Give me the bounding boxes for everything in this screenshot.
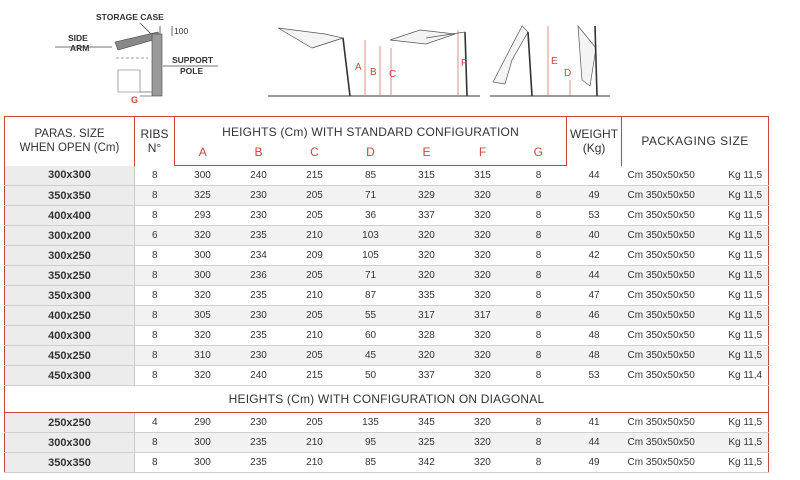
cell-height-c: 205	[287, 266, 343, 286]
cell-size: 450x250	[5, 346, 135, 366]
cell-height-a: 300	[175, 166, 231, 186]
cell-size: 300x300	[5, 433, 135, 453]
cell-ribs: 8	[135, 266, 175, 286]
cell-packaging-size: Cm 350x50x50	[627, 230, 695, 241]
cell-height-b: 236	[231, 266, 287, 286]
cell-packaging-size: Cm 350x50x50	[627, 190, 695, 201]
cell-height-c: 210	[287, 226, 343, 246]
cell-height-d: 135	[343, 413, 399, 433]
cell-packaging	[622, 346, 769, 366]
cell-height-g: 8	[511, 326, 567, 346]
header-weight-line1: WEIGHT	[570, 127, 619, 142]
cell-size: 300x200	[5, 226, 135, 246]
storage-case-diagram	[55, 12, 218, 105]
table-row	[5, 413, 769, 433]
cell-height-g: 8	[511, 206, 567, 226]
cell-ribs: 8	[135, 433, 175, 453]
cell-height-e: 328	[399, 326, 455, 346]
cell-packaging-size: Cm 350x50x50	[627, 250, 695, 261]
cell-height-b: 230	[231, 206, 287, 226]
cell-height-a: 293	[175, 206, 231, 226]
table-row	[5, 246, 769, 266]
cell-packaging-size: Cm 350x50x50	[627, 330, 695, 341]
cell-weight: 53	[567, 206, 622, 226]
cell-height-e: 325	[399, 433, 455, 453]
label-b: B	[370, 67, 377, 78]
table-row	[5, 346, 769, 366]
cell-packaging-weight: Kg 11,5	[728, 330, 763, 341]
cell-packaging-size: Cm 350x50x50	[627, 270, 695, 281]
label-e: E	[551, 56, 558, 67]
cell-height-g: 8	[511, 306, 567, 326]
cell-height-f: 315	[455, 166, 511, 186]
table-header	[5, 117, 769, 166]
cell-height-c: 210	[287, 433, 343, 453]
cell-packaging	[622, 266, 769, 286]
cell-height-f: 320	[455, 366, 511, 386]
cell-height-g: 8	[511, 226, 567, 246]
cell-height-g: 8	[511, 413, 567, 433]
cell-height-c: 209	[287, 246, 343, 266]
cell-height-c: 205	[287, 306, 343, 326]
header-letter-b: B	[231, 139, 287, 166]
cell-height-b: 235	[231, 326, 287, 346]
cell-height-d: 71	[343, 186, 399, 206]
cell-packaging	[622, 413, 769, 433]
header-letter-c: C	[287, 139, 343, 166]
cell-height-c: 215	[287, 166, 343, 186]
cell-height-d: 71	[343, 266, 399, 286]
table-row	[5, 306, 769, 326]
cell-size: 400x250	[5, 306, 135, 326]
cell-height-f: 320	[455, 266, 511, 286]
cell-ribs: 4	[135, 413, 175, 433]
cell-packaging-weight: Kg 11,5	[728, 310, 763, 321]
cell-packaging	[622, 286, 769, 306]
cell-height-g: 8	[511, 186, 567, 206]
cell-height-g: 8	[511, 433, 567, 453]
cell-height-e: 345	[399, 413, 455, 433]
cell-height-d: 105	[343, 246, 399, 266]
cell-height-d: 95	[343, 433, 399, 453]
cell-height-f: 320	[455, 226, 511, 246]
cell-height-a: 305	[175, 306, 231, 326]
cell-packaging	[622, 326, 769, 346]
cell-size: 250x250	[5, 413, 135, 433]
table-row	[5, 186, 769, 206]
table-row	[5, 286, 769, 306]
header-ribs-line2: N°	[147, 141, 162, 156]
cell-height-d: 55	[343, 306, 399, 326]
cell-height-b: 235	[231, 433, 287, 453]
cell-height-c: 205	[287, 413, 343, 433]
cell-packaging	[622, 246, 769, 266]
cell-height-e: 317	[399, 306, 455, 326]
cell-height-f: 320	[455, 453, 511, 473]
cell-height-f: 320	[455, 246, 511, 266]
cell-ribs: 8	[135, 453, 175, 473]
cell-size: 300x250	[5, 246, 135, 266]
cell-height-e: 335	[399, 286, 455, 306]
cell-height-a: 300	[175, 433, 231, 453]
cell-height-a: 320	[175, 326, 231, 346]
cell-height-g: 8	[511, 366, 567, 386]
label-dim-100: 100	[174, 26, 189, 36]
cell-packaging	[622, 186, 769, 206]
cell-height-f: 320	[455, 326, 511, 346]
cell-packaging	[622, 226, 769, 246]
table-row	[5, 206, 769, 226]
header-letter-a: A	[175, 139, 231, 166]
header-letter-d: D	[343, 139, 399, 166]
cell-packaging-size: Cm 350x50x50	[627, 417, 695, 428]
cell-ribs: 6	[135, 226, 175, 246]
cell-height-a: 300	[175, 246, 231, 266]
cell-height-c: 205	[287, 206, 343, 226]
cell-packaging-weight: Kg 11,5	[728, 350, 763, 361]
cell-height-a: 320	[175, 226, 231, 246]
header-size-line1: PARAS. SIZE	[34, 128, 105, 141]
header-heights-standard: HEIGHTS (Cm) WITH STANDARD CONFIGURATION	[175, 117, 567, 140]
cell-height-e: 320	[399, 346, 455, 366]
open-umbrella-diagram	[268, 28, 480, 96]
cell-height-g: 8	[511, 346, 567, 366]
cell-height-a: 310	[175, 346, 231, 366]
cell-height-c: 215	[287, 366, 343, 386]
cell-size: 400x400	[5, 206, 135, 226]
cell-weight: 44	[567, 266, 622, 286]
cell-weight: 49	[567, 186, 622, 206]
cell-ribs: 8	[135, 326, 175, 346]
cell-weight: 46	[567, 306, 622, 326]
cell-height-c: 205	[287, 186, 343, 206]
cell-height-a: 300	[175, 266, 231, 286]
cell-packaging	[622, 206, 769, 226]
cell-height-a: 320	[175, 286, 231, 306]
cell-packaging-weight: Kg 11,5	[728, 437, 763, 448]
label-arm: ARM	[70, 43, 90, 53]
label-support: SUPPORT	[172, 55, 214, 65]
label-c: C	[389, 69, 397, 80]
cell-weight: 40	[567, 226, 622, 246]
cell-packaging-size: Cm 350x50x50	[627, 457, 695, 468]
cell-packaging	[622, 366, 769, 386]
cell-packaging-size: Cm 350x50x50	[627, 437, 695, 448]
cell-packaging-size: Cm 350x50x50	[627, 210, 695, 221]
cell-height-a: 320	[175, 366, 231, 386]
cell-packaging-weight: Kg 11,4	[728, 370, 763, 381]
cell-height-g: 8	[511, 286, 567, 306]
table-row	[5, 433, 769, 453]
cell-packaging-size: Cm 350x50x50	[627, 370, 695, 381]
cell-height-e: 337	[399, 206, 455, 226]
cell-weight: 44	[567, 433, 622, 453]
standard-config-body	[5, 166, 769, 386]
cell-packaging	[622, 433, 769, 453]
cell-ribs: 8	[135, 306, 175, 326]
cell-weight: 47	[567, 286, 622, 306]
header-ribs-line1: RIBS	[140, 127, 169, 142]
header-letter-f: F	[455, 139, 511, 166]
cell-height-f: 320	[455, 206, 511, 226]
cell-height-d: 85	[343, 166, 399, 186]
cell-height-a: 300	[175, 453, 231, 473]
label-pole: POLE	[180, 66, 204, 76]
cell-height-d: 85	[343, 453, 399, 473]
label-a: A	[355, 62, 362, 73]
cell-size: 350x250	[5, 266, 135, 286]
cell-packaging	[622, 306, 769, 326]
cell-size: 400x300	[5, 326, 135, 346]
cell-weight: 53	[567, 366, 622, 386]
diagonal-section	[5, 386, 769, 413]
cell-packaging-weight: Kg 11,5	[728, 457, 763, 468]
closed-umbrella-diagram	[490, 26, 610, 96]
cell-ribs: 8	[135, 186, 175, 206]
header-weight-line2: (Kg)	[582, 141, 606, 156]
cell-height-e: 320	[399, 246, 455, 266]
cell-height-e: 342	[399, 453, 455, 473]
cell-height-d: 45	[343, 346, 399, 366]
cell-height-b: 235	[231, 226, 287, 246]
cell-height-d: 103	[343, 226, 399, 246]
technical-diagrams	[0, 0, 800, 112]
table-row	[5, 453, 769, 473]
cell-packaging-weight: Kg 11,5	[728, 190, 763, 201]
cell-packaging-size: Cm 350x50x50	[627, 169, 695, 181]
cell-packaging-weight: Kg 11,5	[728, 250, 763, 261]
cell-packaging-size: Cm 350x50x50	[627, 290, 695, 301]
table-row	[5, 266, 769, 286]
cell-height-d: 36	[343, 206, 399, 226]
cell-height-a: 325	[175, 186, 231, 206]
cell-height-c: 210	[287, 326, 343, 346]
table-row	[5, 226, 769, 246]
label-g: G	[131, 95, 139, 105]
cell-packaging-weight: Kg 11,5	[728, 417, 763, 428]
cell-packaging-weight: Kg 11,5	[728, 210, 763, 221]
cell-height-g: 8	[511, 166, 567, 186]
label-f: F	[461, 58, 468, 69]
cell-packaging	[622, 453, 769, 473]
table-row	[5, 326, 769, 346]
cell-height-c: 210	[287, 453, 343, 473]
cell-height-b: 235	[231, 453, 287, 473]
cell-weight: 49	[567, 453, 622, 473]
cell-ribs: 8	[135, 346, 175, 366]
header-letter-g: G	[511, 139, 567, 166]
cell-height-f: 320	[455, 186, 511, 206]
cell-packaging-weight: Kg 11,5	[728, 270, 763, 281]
cell-packaging-weight: Kg 11,5	[728, 230, 763, 241]
cell-height-c: 205	[287, 346, 343, 366]
cell-ribs: 8	[135, 366, 175, 386]
cell-size: 350x350	[5, 453, 135, 473]
cell-weight: 44	[567, 166, 622, 186]
label-side: SIDE	[68, 33, 88, 43]
spec-table	[4, 116, 769, 473]
label-d: D	[564, 68, 572, 79]
cell-packaging-size: Cm 350x50x50	[627, 350, 695, 361]
cell-ribs: 8	[135, 286, 175, 306]
cell-height-d: 60	[343, 326, 399, 346]
cell-size: 300x300	[5, 166, 135, 186]
cell-height-f: 320	[455, 413, 511, 433]
label-storage-case: STORAGE CASE	[96, 12, 164, 22]
spec-table-wrapper	[4, 116, 768, 473]
cell-height-f: 320	[455, 433, 511, 453]
cell-height-f: 317	[455, 306, 511, 326]
cell-height-b: 235	[231, 286, 287, 306]
cell-height-e: 337	[399, 366, 455, 386]
cell-height-b: 240	[231, 166, 287, 186]
header-packaging: PACKAGING SIZE	[622, 117, 769, 166]
cell-packaging-size: Cm 350x50x50	[627, 310, 695, 321]
cell-height-e: 329	[399, 186, 455, 206]
cell-size: 350x350	[5, 186, 135, 206]
diagonal-section-title: HEIGHTS (Cm) WITH CONFIGURATION ON DIAGONAL	[5, 386, 769, 413]
cell-height-b: 234	[231, 246, 287, 266]
cell-size: 450x300	[5, 366, 135, 386]
cell-ribs: 8	[135, 246, 175, 266]
cell-packaging	[622, 166, 769, 186]
table-row	[5, 366, 769, 386]
cell-height-f: 320	[455, 286, 511, 306]
table-row	[5, 166, 769, 186]
cell-height-b: 230	[231, 186, 287, 206]
cell-ribs: 8	[135, 166, 175, 186]
cell-ribs: 8	[135, 206, 175, 226]
cell-height-b: 230	[231, 413, 287, 433]
header-letter-e: E	[399, 139, 455, 166]
cell-height-d: 87	[343, 286, 399, 306]
cell-height-e: 315	[399, 166, 455, 186]
diagonal-config-body	[5, 413, 769, 473]
cell-height-d: 50	[343, 366, 399, 386]
cell-weight: 41	[567, 413, 622, 433]
cell-height-f: 320	[455, 346, 511, 366]
cell-height-c: 210	[287, 286, 343, 306]
cell-height-b: 230	[231, 346, 287, 366]
cell-size: 350x300	[5, 286, 135, 306]
cell-packaging-weight: Kg 11,5	[728, 290, 763, 301]
header-size	[5, 117, 135, 166]
cell-height-b: 230	[231, 306, 287, 326]
header-weight	[567, 117, 622, 166]
header-size-line2: WHEN OPEN (Cm)	[19, 142, 120, 155]
cell-height-g: 8	[511, 246, 567, 266]
cell-height-b: 240	[231, 366, 287, 386]
cell-packaging-weight: Kg 11,5	[728, 169, 763, 181]
cell-height-g: 8	[511, 266, 567, 286]
cell-height-e: 320	[399, 226, 455, 246]
cell-weight: 42	[567, 246, 622, 266]
cell-height-e: 320	[399, 266, 455, 286]
cell-height-g: 8	[511, 453, 567, 473]
cell-weight: 48	[567, 346, 622, 366]
header-ribs	[135, 117, 175, 166]
cell-weight: 48	[567, 326, 622, 346]
cell-height-a: 290	[175, 413, 231, 433]
